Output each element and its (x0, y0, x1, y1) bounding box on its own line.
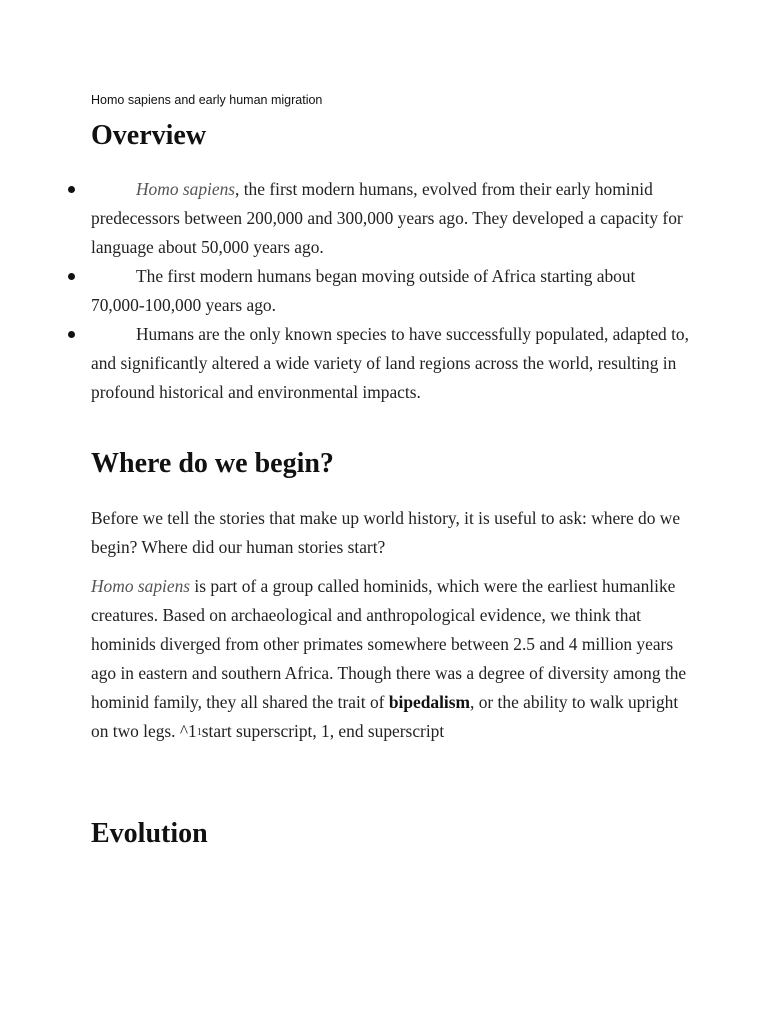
bullet-icon (68, 186, 75, 193)
document-title: Homo sapiens and early human migration (91, 93, 323, 107)
bold-term: bipedalism (388, 692, 471, 712)
evolution-heading: Evolution (91, 818, 208, 849)
paragraph-text: , or the ability to walk upright on two legs. ^ (91, 692, 679, 741)
bullet-icon (68, 273, 75, 280)
intro-paragraph: Before we tell the stories that make up world history, it is useful to ask: where do we begin? Where did our human stories start? (91, 508, 681, 557)
superscript-marker: 1 (188, 721, 197, 741)
bullet-text: The first modern humans began moving outside of Africa starting about 70,000-100,000 years ago. (91, 266, 636, 315)
italic-term: Homo sapiens (136, 179, 236, 199)
paragraph-text: is part of a group called hominids, which were the earliest humanlike creatures. Based on archaeological and anthropological evidence, we think that hominids diverged from other primates somewhere between 2.5 and 4 million years ago in eastern and southern Africa. Though there was a degree of diversity among the hominid family, they all shared the trait of (91, 576, 687, 712)
bullet-text: Humans are the only known species to have successfully populated, adapted to, and significantly altered a wide variety of land regions across the world, resulting in profound historical and environmental impacts. (91, 324, 689, 402)
overview-heading: Overview (91, 120, 207, 151)
bullet-icon (68, 331, 75, 338)
list-item (0, 320, 691, 407)
superscript-marker-small: 1 (196, 727, 202, 738)
superscript-description: start superscript, 1, end superscript (201, 721, 445, 741)
bullet-text: , the first modern humans, evolved from their early hominid predecessors between 200,000 and 300,000 years ago. They developed a capacity for language about 50,000 years ago. (91, 179, 683, 257)
list-item (0, 175, 691, 262)
list-item (0, 262, 691, 320)
italic-term: Homo sapiens (91, 576, 191, 596)
where-begin-heading: Where do we begin? (91, 448, 334, 479)
overview-bullet-list (0, 175, 768, 407)
hominid-paragraph (91, 572, 691, 747)
